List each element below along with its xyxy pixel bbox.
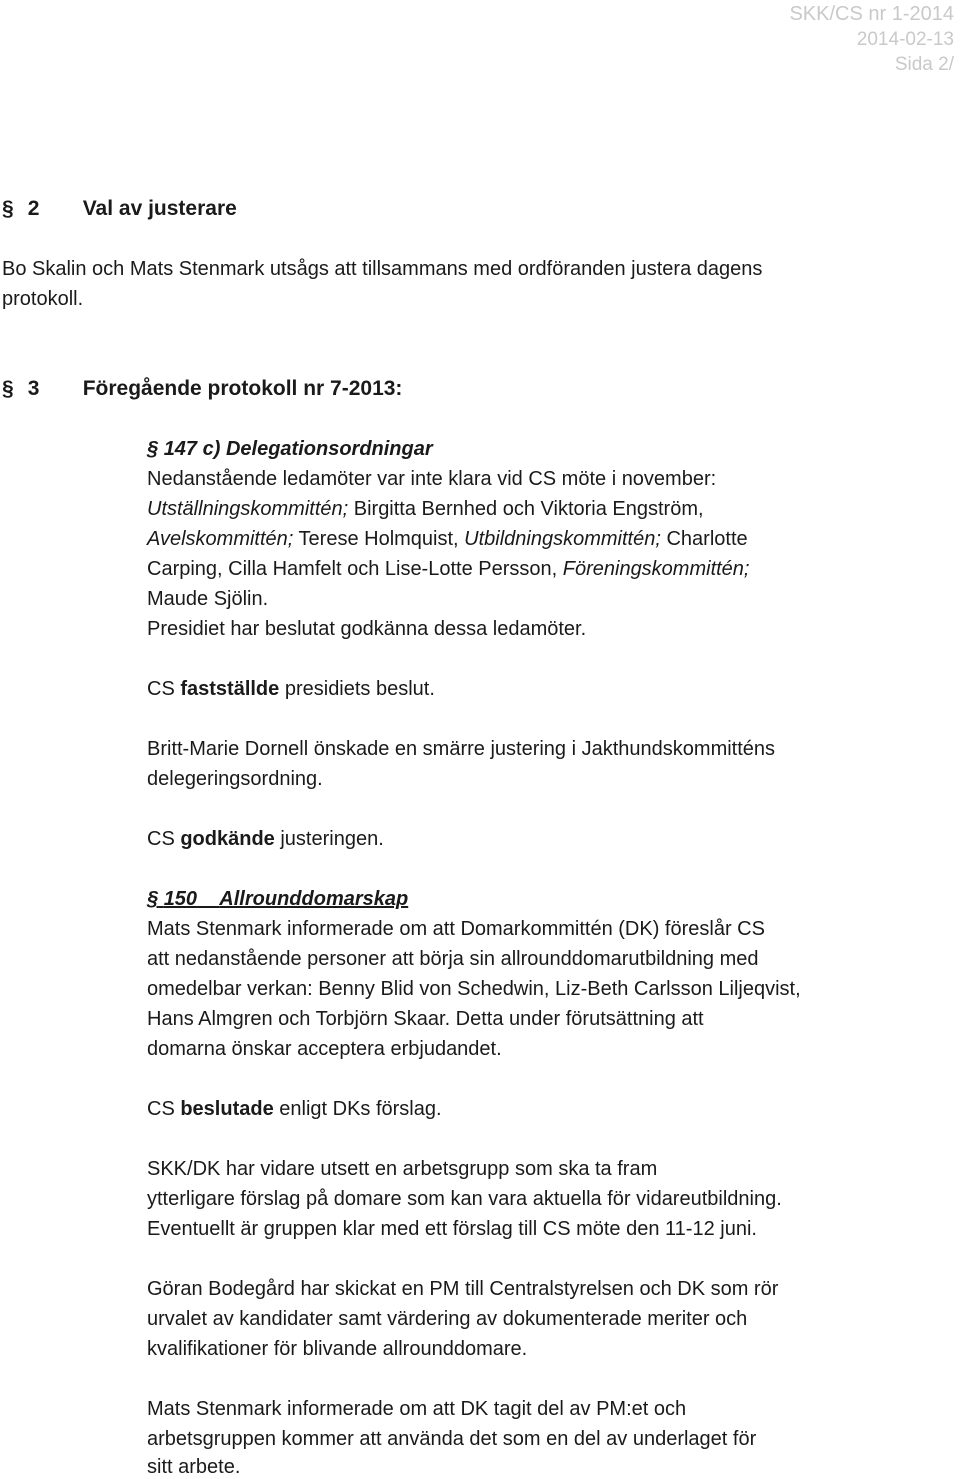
text-line: Carping, Cilla Hamfelt och Lise-Lotte Persson, Föreningskommittén; [147,558,750,580]
section-title: Val av justerare [82,197,237,220]
text-line: kvalifikationer för blivande allrounddomare. [147,1338,528,1360]
section-number: 3 [27,377,40,400]
text-line: arbetsgruppen kommer att använda det som en del av underlaget för [147,1428,757,1450]
section-2-text: protokoll. [2,288,84,310]
section-2-heading [2,197,237,221]
paragraph-symbol: § [147,438,159,460]
subsection-title: Allrounddomarskap [219,888,409,910]
text-line: domarna önskar acceptera erbjudandet. [147,1038,502,1060]
text-line: Göran Bodegård har skickat en PM till Centralstyrelsen och DK som rör [147,1278,779,1300]
section-3-heading [2,377,402,401]
section-2-text: Bo Skalin och Mats Stenmark utsågs att tillsammans med ordföranden justera dagens [2,258,763,280]
doc-date: 2014-02-13 [856,29,954,50]
text-line: Maude Sjölin. [147,588,269,610]
text-line: Nedanstående ledamöter var inte klara vid CS möte i november: [147,468,717,490]
text-line: att nedanstående personer att börja sin allrounddomarutbildning med [147,948,759,970]
text-line: delegeringsordning. [147,768,323,790]
text-line: omedelbar verkan: Benny Blid von Schedwin, Liz-Beth Carlsson Liljeqvist, [147,978,801,1000]
text-line: Utställningskommittén; Birgitta Bernhed och Viktoria Engström, [147,498,704,520]
text-line: ytterligare förslag på domare som kan vara aktuella för vidareutbildning. [147,1188,782,1210]
text-line: sitt arbete. [147,1456,241,1478]
page-header [789,2,954,77]
text-line: Presidiet har beslutat godkänna dessa ledamöter. [147,618,587,640]
page-number: Sida 2/ [894,54,954,75]
decision-line: CS godkände justeringen. [147,828,384,850]
text-line: Britt-Marie Dornell önskade en smärre justering i Jakthundskommitténs [147,738,776,760]
text-line: Avelskommittén; Terese Holmquist, Utbildningskommittén; Charlotte [147,528,748,550]
text-line: SKK/DK har vidare utsett en arbetsgrupp som ska ta fram [147,1158,658,1180]
text-line: Hans Almgren och Torbjörn Skaar. Detta under förutsättning att [147,1008,704,1030]
text-line: Eventuellt är gruppen klar med ett förslag till CS möte den 11-12 juni. [147,1218,757,1240]
subsection-150-heading [147,887,408,911]
doc-id: SKK/CS nr 1-2014 [789,3,954,25]
paragraph-symbol: § [2,197,14,220]
decision-line: CS fastställde presidiets beslut. [147,678,435,700]
subsection-number: 150 [163,888,198,910]
subsection-title: 147 c) Delegationsordningar [163,438,433,460]
paragraph-symbol: § [147,888,159,910]
decision-line: CS beslutade enligt DKs förslag. [147,1098,442,1120]
subsection-147-heading [147,437,433,461]
section-number: 2 [27,197,40,220]
text-line: Mats Stenmark informerade om att Domarkommittén (DK) föreslår CS [147,918,765,940]
paragraph-symbol: § [2,377,14,400]
text-line: urvalet av kandidater samt värdering av dokumenterade meriter och [147,1308,748,1330]
section-title: Föregående protokoll nr 7-2013: [82,377,403,400]
text-line: Mats Stenmark informerade om att DK tagit del av PM:et och [147,1398,687,1420]
